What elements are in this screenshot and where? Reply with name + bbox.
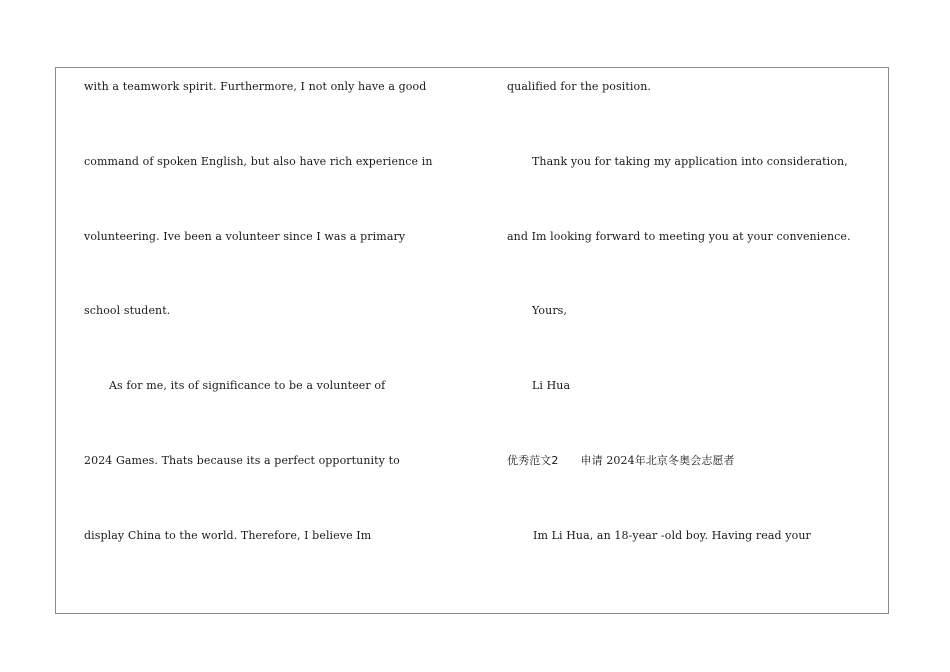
left-line-6: 2024 Games. Thats because its a perfect opportunity to xyxy=(84,454,400,467)
right-line-1: qualified for the position. xyxy=(507,80,651,93)
left-line-3: volunteering. Ive been a volunteer since I was a primary xyxy=(84,230,406,243)
right-line-3: and Im looking forward to meeting you at your convenience. xyxy=(507,230,851,243)
right-line-2: Thank you for taking my application into consideration, xyxy=(532,155,848,168)
section-label: 优秀范文2 xyxy=(507,454,559,467)
section-heading xyxy=(507,454,735,468)
right-line-8: Im Li Hua, an 18-year -old boy. Having read your xyxy=(533,529,811,542)
closing-line: Yours, xyxy=(532,304,568,317)
left-line-2: command of spoken English, but also have rich experience in xyxy=(84,155,433,168)
section-title-year: 2024 xyxy=(606,454,635,467)
left-line-5: As for me, its of significance to be a volunteer of xyxy=(109,379,386,392)
signature-line: Li Hua xyxy=(532,379,571,392)
left-line-1: with a teamwork spirit. Furthermore, I not only have a good xyxy=(84,80,427,93)
section-title-rest: 年北京冬奥会志愿者 xyxy=(634,454,735,467)
section-title-prefix: 申请 xyxy=(580,454,603,467)
left-line-7: display China to the world. Therefore, I believe Im xyxy=(84,529,372,542)
left-line-4: school student. xyxy=(84,304,171,317)
